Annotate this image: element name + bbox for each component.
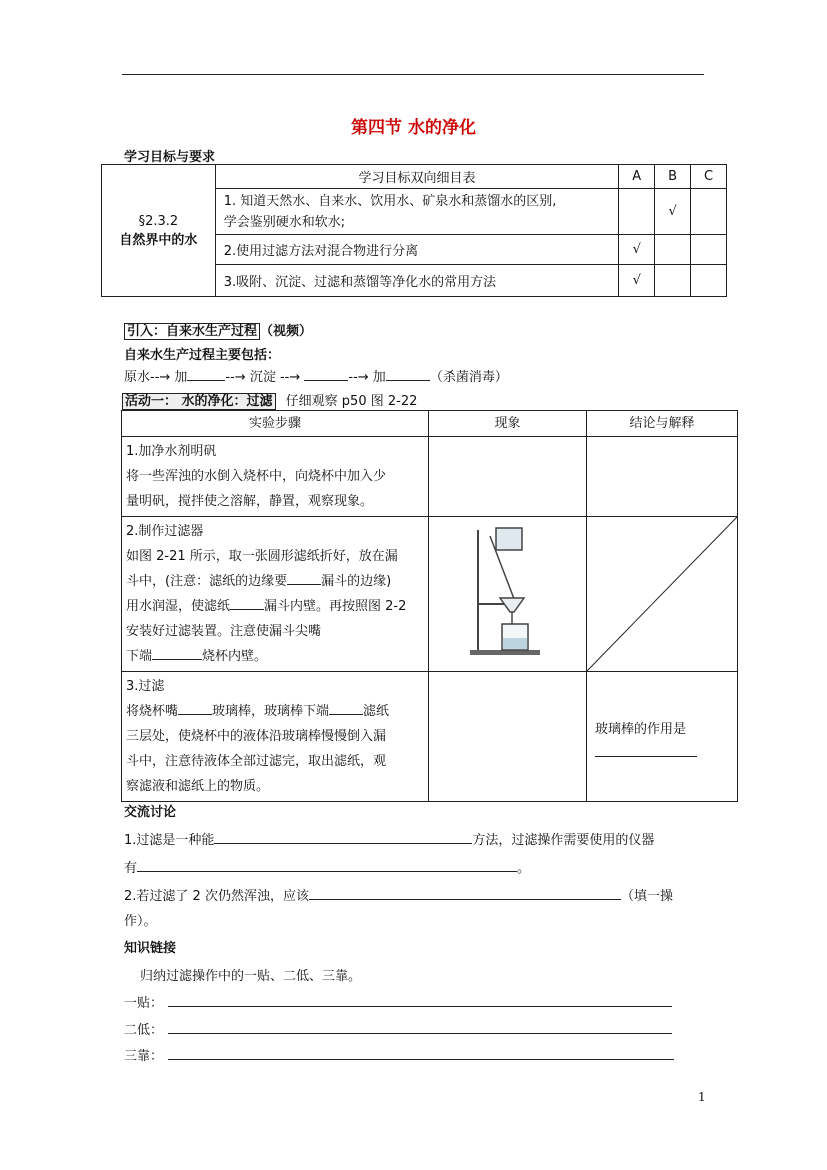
exp-row-1-line-2: 量明矾，搅拌使之溶解，静置，观察现象。 xyxy=(126,494,374,509)
q1-end: 。 xyxy=(517,861,531,876)
q1-has: 有 xyxy=(124,861,138,876)
flow-raw-water: 原水--→ 加 xyxy=(124,370,188,385)
goal-code: §2.3.2 xyxy=(138,213,179,229)
diagonal-strike xyxy=(587,517,737,671)
q2-suffix: （填一操 xyxy=(620,889,673,904)
exp-row-1-phenomenon xyxy=(429,437,587,517)
exp-row-2-line-4: 安装好过滤装置。注意使漏斗尖嘴 xyxy=(126,624,322,639)
q1-blank-2 xyxy=(137,857,517,872)
exp-header-phenomenon: 现象 xyxy=(429,411,587,437)
header-rule xyxy=(122,74,704,75)
q1-middle: 方法，过滤操作需要使用的仪器 xyxy=(472,833,655,848)
goal-row-1-line-2: 学会鉴别硬水和软水; xyxy=(223,214,346,230)
exp-row-2-line-2 xyxy=(126,569,424,594)
col-c-header: C xyxy=(691,165,727,189)
experiment-table xyxy=(121,410,738,802)
q1-blank-1 xyxy=(214,829,472,844)
exp-row-2-line-5a: 下端 xyxy=(126,649,153,664)
goal-row-1-a xyxy=(619,189,655,235)
activity-note: 仔细观察 p50 图 2-22 xyxy=(285,394,418,409)
goal-row-2-b xyxy=(655,235,691,265)
goal-table-left-cell xyxy=(102,165,216,297)
flow-blank-1 xyxy=(187,366,225,381)
knowledge-line-3-label: 三靠： xyxy=(124,1049,164,1064)
exp-row-2-line-2b: 漏斗的边缘) xyxy=(321,574,392,589)
exp-row-3-title: 3.过滤 xyxy=(126,679,165,694)
exp-row-2-line-3b: 漏斗内壁。再按照图 2-2 xyxy=(264,599,407,614)
knowledge-line-2-label: 二低： xyxy=(124,1023,164,1038)
rod-purpose-blank xyxy=(595,748,697,757)
exp-row-3-steps xyxy=(122,672,429,802)
goal-row-3: 3.吸附、沉淀、过滤和蒸馏等净化水的常用方法 xyxy=(215,265,619,297)
q1-prefix: 1.过滤是一种能 xyxy=(124,833,215,848)
exp-row-3-blank-2 xyxy=(329,700,363,715)
goal-table-header: 学习目标双向细目表 xyxy=(215,165,619,189)
exp-row-3-line-1a: 将烧杯嘴 xyxy=(126,704,179,719)
intro-heading-suffix: （视频） xyxy=(260,324,313,339)
exp-row-3-line-1 xyxy=(126,699,424,724)
flow-disinfect: （杀菌消毒） xyxy=(429,370,508,385)
exp-row-2-line-5 xyxy=(126,644,424,669)
exp-row-2-blank-2 xyxy=(230,595,264,610)
knowledge-line-1-blank xyxy=(168,1006,672,1007)
flow-blank-3 xyxy=(386,366,430,381)
discussion-q1-cont xyxy=(124,857,530,876)
goal-row-3-b xyxy=(655,265,691,297)
goal-row-2-c xyxy=(691,235,727,265)
col-b-header: B xyxy=(655,165,691,189)
goal-topic: 自然界中的水 xyxy=(119,232,198,248)
exp-row-3-line-4: 察滤液和滤纸上的物质。 xyxy=(126,779,270,794)
rod-purpose-label: 玻璃棒的作用是 xyxy=(595,721,687,737)
knowledge-intro: 归纳过滤操作中的一贴、二低、三靠。 xyxy=(140,969,362,984)
goal-row-1 xyxy=(215,189,619,235)
exp-row-2-blank-3 xyxy=(152,645,202,660)
exp-row-3-conclusion xyxy=(587,672,738,802)
exp-row-3-line-1c: 滤纸 xyxy=(363,704,390,719)
knowledge-line-1-label: 一贴： xyxy=(124,996,164,1011)
goal-row-3-a: √ xyxy=(619,265,655,297)
goal-row-1-c xyxy=(691,189,727,235)
q2-prefix: 2.若过滤了 2 次仍然浑浊，应该 xyxy=(124,889,309,904)
exp-row-3-line-2: 三层处，使烧杯中的液体沿玻璃棒慢慢倒入漏 xyxy=(126,729,387,744)
discussion-q2 xyxy=(124,885,673,904)
exp-row-2-line-1: 如图 2-21 所示，取一张圆形滤纸折好，放在漏 xyxy=(126,549,398,564)
exp-row-2-line-5b: 烧杯内壁。 xyxy=(202,649,268,664)
intro-subheading: 自来水生产过程主要包括： xyxy=(124,348,281,363)
page-number: 1 xyxy=(698,1090,706,1104)
exp-header-steps: 实验步骤 xyxy=(122,411,429,437)
goal-row-3-c xyxy=(691,265,727,297)
page-title: 第四节 水的净化 xyxy=(351,118,476,138)
col-a-header: A xyxy=(619,165,655,189)
flow-blank-2 xyxy=(304,366,348,381)
exp-row-2-line-3a: 用水润湿，使滤纸 xyxy=(126,599,231,614)
exp-row-1-title: 1.加净水剂明矾 xyxy=(126,444,217,459)
knowledge-line-3-blank xyxy=(168,1059,674,1060)
flow-add: --→ 加 xyxy=(348,370,386,385)
discussion-heading: 交流讨论 xyxy=(124,805,177,820)
exp-row-2-line-3 xyxy=(126,594,424,619)
knowledge-line-2-blank xyxy=(168,1033,672,1034)
activity-line xyxy=(122,390,417,409)
intro-heading: 引入：自来水生产过程 xyxy=(124,323,260,340)
goal-row-1-line-1: 1. 知道天然水、自来水、饮用水、矿泉水和蒸馏水的区别, xyxy=(223,193,557,209)
goals-heading: 学习目标与要求 xyxy=(124,150,216,165)
discussion-q2-cont: 作）。 xyxy=(124,914,157,929)
activity-label: 活动一： 水的净化：过滤 xyxy=(122,393,276,410)
discussion-q1 xyxy=(124,829,654,848)
process-flow xyxy=(124,366,508,385)
exp-row-3-phenomenon xyxy=(429,672,587,802)
exp-row-3-blank-1 xyxy=(178,700,212,715)
exp-row-1-line-1: 将一些浑浊的水倒入烧杯中，向烧杯中加入少 xyxy=(126,469,387,484)
knowledge-heading: 知识链接 xyxy=(124,941,177,956)
q2-blank xyxy=(309,885,621,900)
goal-row-2: 2.使用过滤方法对混合物进行分离 xyxy=(215,235,619,265)
flow-settling: --→ 沉淀 --→ xyxy=(225,370,301,385)
exp-row-2-conclusion xyxy=(587,517,738,672)
goal-table xyxy=(101,164,727,297)
exp-row-2-title: 2.制作过滤器 xyxy=(126,524,204,539)
goal-row-1-b: √ xyxy=(655,189,691,235)
intro-heading-line xyxy=(124,320,312,339)
filtration-apparatus-illustration xyxy=(468,520,548,660)
exp-row-2-steps xyxy=(122,517,429,672)
exp-row-2-blank-1 xyxy=(287,570,321,585)
exp-row-3-line-1b: 玻璃棒，玻璃棒下端 xyxy=(212,704,330,719)
exp-row-1-steps xyxy=(122,437,429,517)
exp-row-2-line-2a: 斗中，(注意：滤纸的边缘要 xyxy=(126,574,288,589)
exp-row-2-phenomenon xyxy=(429,517,587,672)
exp-row-1-conclusion xyxy=(587,437,738,517)
goal-row-2-a: √ xyxy=(619,235,655,265)
exp-row-3-line-3: 斗中，注意待液体全部过滤完，取出滤纸，观 xyxy=(126,754,387,769)
exp-header-conclusion: 结论与解释 xyxy=(587,411,738,437)
